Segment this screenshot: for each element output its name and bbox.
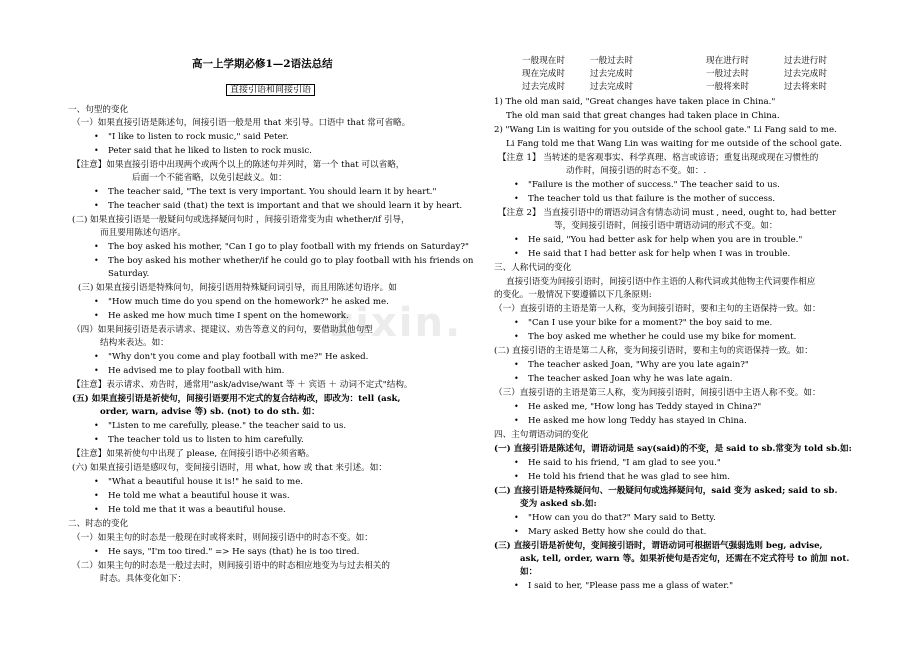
text-line: Li Fang told me that Wang Lin was waiting for me outside of the school gate.	[506, 139, 843, 149]
text-line: "Why don't you come and play football with me?" He asked.	[108, 352, 369, 362]
bullet-icon: •	[94, 547, 99, 556]
bullet-icon: •	[94, 297, 99, 306]
text-line: order, warn, advise 等) sb. (not) to do sth. 如：	[100, 407, 320, 417]
tense-cell: 过去完成时	[522, 82, 565, 92]
text-line: The teacher asked Joan, "Why are you late again?"	[528, 360, 749, 370]
tense-cell: 现在完成时	[522, 69, 565, 79]
text-line: He advised me to play football with him.	[108, 366, 285, 376]
text-line: 的变化。一般情况下要遵循以下几条原则:	[494, 290, 652, 300]
tense-cell: 一般过去时	[590, 56, 633, 66]
text-line: 等，变间接引语时，间接引语中谓语动词的形式不变。如：	[554, 221, 778, 231]
text-line: He told his friend that he was glad to see him.	[528, 472, 730, 482]
bullet-icon: •	[94, 421, 99, 430]
text-line: 【注意】如果直接引语中出现两个或两个以上的陈述句并列时，第一个 that 可以省略，	[72, 160, 405, 170]
bullet-icon: •	[94, 201, 99, 210]
text-line: "How can you do that?" Mary said to Betty.	[528, 513, 716, 523]
section-heading: 直接引语和间接引语	[226, 84, 315, 96]
bullet-icon: •	[94, 132, 99, 141]
bullet-icon: •	[94, 352, 99, 361]
text-line: (一) 直接引语是陈述句，谓语动词是 say(said)的不变，是 said to sb.常变为 told sb.如:	[494, 444, 852, 454]
text-line: Saturday.	[108, 269, 150, 279]
text-line: 如：	[520, 567, 538, 577]
text-line: 一、句型的变化	[68, 105, 129, 115]
document-title: 高一上学期必修1—2语法总结	[192, 58, 333, 70]
bullet-icon: •	[514, 374, 519, 383]
text-line: 1) The old man said, "Great changes have taken place in China."	[494, 97, 776, 107]
text-line: （一）如果主句的时态是一般现在时或将来时，则间接引语中的时态不变。如：	[72, 533, 373, 543]
text-line: 三、人称代词的变化	[494, 263, 572, 273]
text-line: The old man said that great changes had taken place in China.	[506, 111, 780, 121]
bullet-icon: •	[514, 458, 519, 467]
bullet-icon: •	[514, 235, 519, 244]
text-line: He told me what a beautiful house it was.	[108, 491, 290, 501]
bullet-icon: •	[94, 311, 99, 320]
bullet-icon: •	[514, 194, 519, 203]
text-line: （三）直接引语的主语是第三人称，变为间接引语时，间接引语中主语人称不变。如：	[494, 388, 821, 398]
text-line: He said, "You had better ask for help when you are in trouble."	[528, 235, 803, 245]
text-line: 【注意】如果祈使句中出现了 please, 在间接引语中必须省略。	[72, 449, 315, 459]
text-line: 变为 asked sb.如:	[520, 499, 597, 509]
text-line: He asked me how long Teddy has stayed in China.	[528, 416, 747, 426]
text-line: (五) 如果直接引语是祈使句，间接引语要用不定式的复合结构改，即改为：tell (ask,	[72, 394, 401, 404]
bullet-icon: •	[514, 402, 519, 411]
text-line: He said that I had better ask for help when I was in trouble.	[528, 249, 791, 259]
text-line: He told me that it was a beautiful house.	[108, 505, 286, 515]
bullet-icon: •	[514, 581, 519, 590]
text-line: He said to his friend, "I am glad to see you."	[528, 458, 721, 468]
text-line: 直接引语变为间接引语时，间接引语中作主语的人称代词或其他物主代词要作相应	[506, 277, 816, 287]
bullet-icon: •	[94, 187, 99, 196]
text-line: 时态。具体变化如下：	[100, 574, 186, 584]
tense-cell: 过去进行时	[784, 56, 827, 66]
text-line: ask, tell, order, warn 等。如果祈使句是否定句，还需在不定式符号 to 前加 not.	[520, 554, 850, 564]
text-line: He says, "I'm too tired." => He says (that) he is too tired.	[108, 547, 360, 557]
text-line: Mary asked Betty how she could do that.	[528, 527, 707, 537]
tense-cell: 一般现在时	[522, 56, 565, 66]
text-line: 动作时，间接引语的时态不变。如：.	[566, 166, 707, 176]
bullet-icon: •	[514, 249, 519, 258]
text-line: (二) 如果直接引语是一般疑问句或选择疑问句时 ，间接引语常变为由 whether/if 引导，	[72, 215, 410, 225]
bullet-icon: •	[514, 513, 519, 522]
text-line: I said to her, "Please pass me a glass of water."	[528, 581, 734, 591]
bullet-icon: •	[514, 180, 519, 189]
text-line: Peter said that he liked to listen to rock music.	[108, 146, 312, 156]
text-line: 二、时态的变化	[68, 519, 129, 529]
text-line: 后面一个不能省略，以免引起歧义。如：	[132, 173, 287, 183]
bullet-icon: •	[94, 146, 99, 155]
text-line: 【注意】表示请求、劝告时，通常用"ask/advise/want 等 ＋ 宾语 ＋ 动词不定式"结构。	[72, 380, 413, 390]
tense-cell: 过去完成时	[784, 69, 827, 79]
text-line: 2) "Wang Lin is waiting for you outside of the school gate." Li Fang said to me.	[494, 125, 837, 135]
text-line: "Failure is the mother of success." The teacher said to us.	[528, 180, 780, 190]
bullet-icon: •	[94, 242, 99, 251]
text-line: "I like to listen to rock music," said Peter.	[108, 132, 289, 142]
bullet-icon: •	[514, 318, 519, 327]
text-line: (六) 如果直接引语是感叹句，变间接引语时，用 what, how 或 that 来引述。如：	[72, 463, 387, 473]
text-line: （二）如果主句的时态是一般过去时，则间接引语中的时态相应地变为与过去相关的	[72, 561, 390, 571]
bullet-icon: •	[514, 527, 519, 536]
text-line: （一）直接引语的主语是第一人称，变为间接引语时，要和主句的主语保持一致。如：	[494, 304, 821, 314]
bullet-icon: •	[94, 256, 99, 265]
bullet-icon: •	[514, 360, 519, 369]
text-line: The boy asked me whether he could use my bike for moment.	[528, 332, 797, 342]
bullet-icon: •	[94, 366, 99, 375]
tense-cell: 一般过去时	[706, 69, 749, 79]
text-line: （一）如果直接引语是陈述句，间接引语一般是用 that 来引导。口语中 that 常可省略。	[72, 118, 411, 128]
text-line: "Listen to me carefully, please." the teacher said to us.	[108, 421, 347, 431]
bullet-icon: •	[94, 491, 99, 500]
bullet-icon: •	[514, 416, 519, 425]
bullet-icon: •	[514, 472, 519, 481]
text-line: "How much time do you spend on the homework?" he asked me.	[108, 297, 389, 307]
text-line: 【注意 1】 当转述的是客观事实、科学真理、格言或谚语；重复出现或现在习惯性的	[498, 153, 819, 163]
text-line: (三) 直接引语是祈使句，变间接引语时，谓语动词可根据语气强弱选则 beg, advise,	[494, 541, 823, 551]
text-line: The boy asked his mother whether/if he could go to play football with his friends on	[108, 256, 474, 266]
text-line: The teacher said (that) the text is important and that we should learn it by heart.	[108, 201, 463, 211]
tense-cell: 过去将来时	[784, 82, 827, 92]
text-line: The teacher said, "The text is very important. You should learn it by heart."	[108, 187, 437, 197]
text-line: The teacher told us to listen to him carefully.	[108, 435, 304, 445]
bullet-icon: •	[94, 435, 99, 444]
bullet-icon: •	[94, 477, 99, 486]
watermark-logo: zixin.	[330, 300, 463, 346]
text-line: 而且要用陈述句语序。	[100, 228, 186, 238]
text-line: 结构来表达。如：	[100, 338, 169, 348]
section-heading-box	[226, 84, 315, 96]
text-line: 【注意 2】 当直接引语中的谓语动词含有情态动词 must , need, ought to, had better	[498, 208, 837, 218]
text-line: The boy asked his mother, "Can I go to play football with my friends on Saturday?"	[108, 242, 469, 252]
bullet-icon: •	[514, 332, 519, 341]
tense-cell: 一般将来时	[706, 82, 749, 92]
text-line: He asked me, "How long has Teddy stayed in China?"	[528, 402, 762, 412]
text-line: He asked me how much time I spent on the homework.	[108, 311, 349, 321]
tense-cell: 过去完成时	[590, 82, 633, 92]
text-line: (二) 直接引语的主语是第二人称，变为间接引语时，要和主句的宾语保持一致。如：	[494, 346, 813, 356]
text-line: 四、主句谓语动词的变化	[494, 430, 589, 440]
text-line: (三) 如果直接引语是特殊问句，间接引语用特殊疑问词引导，而且用陈述句语序。如	[78, 283, 397, 293]
text-line: (二) 直接引语是特殊疑问句、一般疑问句或选择疑问句，said 变为 asked; said to sb.	[494, 486, 838, 496]
tense-cell: 过去完成时	[590, 69, 633, 79]
tense-cell: 现在进行时	[706, 56, 749, 66]
text-line: "What a beautiful house it is!" he said to me.	[108, 477, 304, 487]
bullet-icon: •	[94, 505, 99, 514]
text-line: The teacher asked Joan why he was late again.	[528, 374, 733, 384]
text-line: The teacher told us that failure is the mother of success.	[528, 194, 776, 204]
text-line: "Can I use your bike for a moment?" the boy said to me.	[528, 318, 773, 328]
text-line: （四）如果间接引语是表示请求、提建议、劝告等意义的问句，要借助其他句型	[72, 325, 373, 335]
